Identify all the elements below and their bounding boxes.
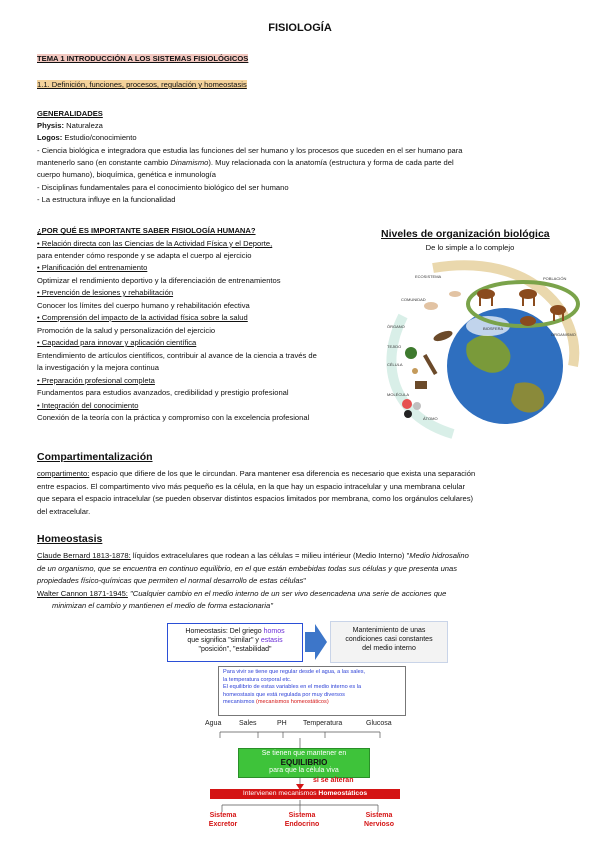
niveles-subtitle: De lo simple a lo complejo (425, 243, 515, 252)
nivel-label: ÓRGANO (387, 324, 405, 329)
variable-label: Agua (205, 720, 222, 727)
niveles-title: Niveles de organización biológica (381, 228, 550, 240)
homeostasis-mantenimiento-box (330, 621, 448, 663)
generalidades-heading: GENERALIDADES (37, 109, 103, 118)
regulacion-box (218, 666, 406, 716)
nivel-label: ECOSISTEMA (415, 274, 442, 279)
importancia-item-desc: para entender cómo responde y se adapta el cuerpo al ejercicio (37, 251, 252, 260)
importancia-item-desc: Promoción de la salud y personalización del ejercicio (37, 326, 216, 335)
mant-line: Mantenimiento de unas (352, 627, 426, 634)
importancia-item-title: • Prevención de lesiones y rehabilitación (37, 288, 174, 297)
niveles-organizacion-figure (383, 256, 583, 442)
regulacion-line: Para vivir se tiene que regular desde el agua, a las sales, (223, 669, 366, 675)
compartimento-line: del extracelular. (37, 507, 91, 516)
importancia-item-title: • Planificación del entrenamiento (37, 263, 148, 272)
nivel-label: TEJIDO (387, 344, 402, 349)
importancia-item-title: • Comprensión del impacto de la actividad física sobre la salud (37, 313, 248, 322)
generalidades-line: - Ciencia biológica e integradora que estudia las funciones del ser humano y los procesos que suceden en el ser humano para (37, 146, 463, 155)
regulacion-line: homeostasis que está regulada por muy diversos (223, 691, 345, 698)
nivel-label: ORGANISMO (551, 332, 576, 337)
nivel-label: MOLÉCULA (387, 392, 410, 397)
nivel-label: COMUNIDAD (401, 297, 426, 302)
sistema-excretor-label: Sistema Excretor (208, 812, 238, 828)
mant-line: condiciones casi constantes (345, 636, 433, 643)
bernard-quote: propiedades físico-químicas que permiten el normal desarrollo de estas células" (37, 576, 307, 585)
sistema-endocrino-label: Sistema Endocrino (284, 812, 320, 828)
nivel-label: CÉLULA (387, 362, 403, 367)
cannon-line: Walter Cannon 1871-1945: "Cualquier cambio en el medio interno de un ser vivo desencadena una serie de acciones que (37, 589, 447, 598)
equilibrio-line: Se tienen que mantener en (261, 750, 347, 757)
cannon-quote: minimizan el cambio y mantienen el medio de forma estacionaria" (52, 601, 273, 610)
importancia-item-desc: Conocer los límites del cuerpo humano y rehabilitación efectiva (37, 301, 250, 310)
importancia-item-desc: Optimizar el rendimiento deportivo y la diferenciación de entrenamientos (37, 276, 281, 285)
variable-label: PH (277, 720, 287, 727)
equilibrio-line: para que la célula viva (269, 767, 339, 774)
bernard-line: Claude Bernard 1813-1878: líquidos extracelulares que rodean a las células = milieu intérieur (Medio Interno) "Medio hidrosalino (37, 551, 469, 560)
compartimentalizacion-heading: Compartimentalización (37, 451, 153, 463)
generalidades-line: mantenerlo sano (en constante cambio Dinamismo). Muy relacionada con la anatomía (estructura y forma de cada parte del (37, 158, 454, 167)
homeostasis-definicion-box (167, 623, 303, 662)
compartimento-line: que separa el espacio intracelular (se pueden observar distintos espacios limitados por membrana, como los orgánulos celulares) (37, 494, 474, 503)
nivel-label: POBLACIÓN (543, 276, 567, 281)
regulacion-line: mecanismos (mecanismos homeostáticos) (223, 699, 329, 705)
def-line: que significa "similar" y estasis (187, 637, 283, 644)
subtema-heading: 1.1. Definición, funciones, procesos, regulación y homeostasis (37, 80, 247, 89)
arrow-right-icon (305, 624, 327, 660)
variable-label: Glucosa (366, 720, 392, 727)
variable-label: Sales (239, 720, 257, 727)
logos-line: Logos: Estudio/conocimiento (37, 133, 137, 142)
homeostasis-heading: Homeostasis (37, 533, 103, 545)
mecanismos-homeostaticos-bar: Intervienen mecanismos Homeostáticos (210, 789, 400, 799)
importancia-item-title: • Integración del conocimiento (37, 401, 139, 410)
equilibrio-title: EQUILIBRIO (280, 757, 328, 767)
importancia-item-desc: Entendimiento de artículos científicos, contribuir al avance de la ciencia a través de (37, 351, 317, 360)
def-line: Homeostasis: Del griego homos (185, 628, 285, 635)
def-line: "posición", "estabilidad" (198, 646, 272, 653)
physis-line: Physis: Naturaleza (37, 121, 103, 130)
importancia-heading: ¿POR QUÉ ES IMPORTANTE SABER FISIOLOGÍA HUMANA? (37, 226, 256, 235)
nivel-label: BIOSFERA (483, 326, 504, 331)
generalidades-line: cuerpo humano), bioquímica, genética e inmunología (37, 170, 216, 179)
importancia-item-title: • Relación directa con las Ciencias de la Actividad Física y el Deporte, (37, 239, 273, 248)
regulacion-line: El equilibrio de estas variables en el medio interno es la (223, 684, 362, 690)
importancia-item-desc: la investigación y la mejora continua (37, 363, 159, 372)
bernard-quote: de un organismo, que se encuentra en continuo equilibrio, en el que están embebidas todas sus células y que presenta unas (37, 564, 458, 573)
regulacion-line: la temperatura corporal etc. (223, 676, 292, 683)
si-se-alteran-label: si se alteran (313, 777, 354, 784)
mant-line: del medio interno (362, 645, 416, 652)
sistema-nervioso-label: Sistema Nervioso (364, 812, 394, 828)
generalidades-line: - La estructura influye en la funcionalidad (37, 195, 176, 204)
page-title: FISIOLOGÍA (268, 22, 332, 34)
importancia-item-desc: Fundamentos para estudios avanzados, credibilidad y prestigio profesional (37, 388, 289, 397)
variable-label: Temperatura (303, 720, 343, 727)
nivel-label: ÁTOMO (423, 416, 438, 421)
generalidades-line: - Disciplinas fundamentales para el conocimiento biológico del ser humano (37, 183, 289, 192)
equilibrio-box (238, 748, 370, 778)
compartimento-line: entre espacios. El compartimento vivo más pequeño es la célula, en la que hay un espacio intracelular y una membrana celular (37, 482, 466, 491)
tema-heading: TEMA 1 INTRODUCCIÓN A LOS SISTEMAS FISIOLÓGICOS (37, 54, 249, 63)
importancia-item-title: • Capacidad para innovar y aplicación científica (37, 338, 197, 347)
compartimento-line: compartimento: espacio que difiere de los que le circundan. Para mantener esa diferencia es necesario que exista una separación (37, 469, 476, 478)
importancia-item-desc: Conexión de la teoría con la práctica y compromiso con la excelencia profesional (37, 413, 310, 422)
importancia-item-title: • Preparación profesional completa (37, 376, 155, 385)
